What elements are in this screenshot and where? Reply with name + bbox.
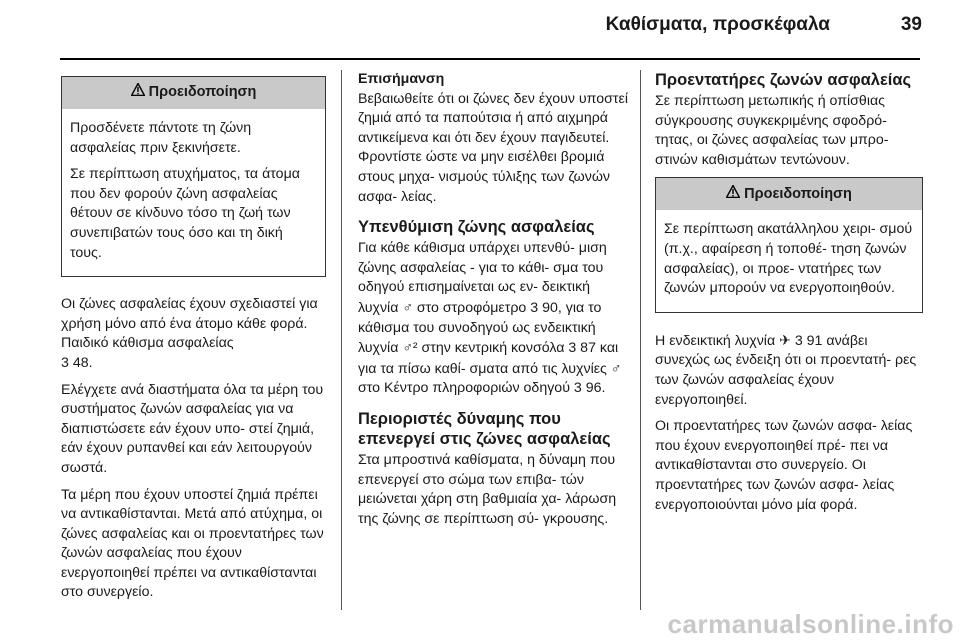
column-3 (655, 70, 923, 522)
column-2 (358, 70, 628, 536)
watermark: carmanualsonline.info (667, 609, 954, 639)
airbag-pretensioner-icon: ✈ (779, 331, 791, 348)
page-number: 39 (900, 14, 922, 35)
passenger-seatbelt-icon: ♂² (402, 339, 418, 356)
section-heading: Προεντατήρες ζωνών ασφαλείας (655, 71, 912, 89)
paragraph-text: Για κάθε κάθισμα υπάρχει υπενθύ- μιση ζώνης ασφαλείας - για το κάθι- σμα του οδηγού επισημαίνεται ως εν- δεικτική λυχνία (358, 240, 607, 316)
paragraph-text: 3 91 ανάβει συνεχώς ως ένδειξη ότι οι προεντατή- ρες των ζωνών ασφαλείας έχουν ενεργοποιηθεί. (655, 332, 917, 408)
page-title: Καθίσματα, προσκέφαλα (605, 14, 830, 35)
warning-text: Σε περίπτωση ακατάλληλου χειρι- σμού (π.χ., αφαίρεση ή τοποθέ- τηση ζωνών ασφαλείας), οι προε- ντατήρες των ζωνών μπορούν να ενεργοποιηθούν. (664, 221, 913, 297)
paragraph-text: στο στροφόμετρο (416, 299, 527, 316)
warning-header (62, 77, 325, 109)
rear-seatbelt-icon: ♂ (610, 359, 622, 376)
warning-box (61, 76, 326, 277)
paragraph-text: 3 90, για το κάθισμα του συνοδηγού ως ενδεικτική λυχνία (358, 299, 602, 357)
paragraph: Ελέγχετε ανά διαστήματα όλα τα μέρη του συστήματος ζωνών ασφαλείας για να διαπιστώσετε εάν έχουν υπο- στεί ζημιά, εάν έχουν ρυπανθεί και εάν λειτουργούν σωστά. (61, 381, 324, 476)
page-header (0, 0, 960, 60)
column-divider (640, 70, 641, 610)
paragraph (655, 331, 923, 410)
note-title: Επισήμανση (358, 71, 445, 87)
page-reference: 3 48. (61, 354, 93, 371)
warning-title: Προειδοποίηση (744, 185, 852, 202)
paragraph-text: Η ενδεικτική λυχνία (655, 332, 776, 349)
paragraph: Οι προεντατήρες των ζωνών ασφα- λείας που έχουν ενεργοποιηθεί πρέ- πει να αντικαθίστανται στο συνεργείο. Οι προεντατήρες των ζωνών ασφα- λείας ενεργοποιούνται μόνο μία φορά. (655, 418, 913, 513)
warning-title: Προειδοποίηση (148, 84, 257, 101)
paragraph: Σε περίπτωση μετωπικής ή οπίσθιας σύγκρουσης συγκεκριμένης σφοδρό- τητας, οι ζώνες ασφαλείας των μπρο- στινών καθισμάτων τεντώνουν. (655, 93, 889, 168)
warning-header (656, 178, 922, 210)
warning-triangle-icon (726, 185, 740, 205)
column-1 (61, 70, 326, 610)
paragraph-text: στο Κέντρο πληροφοριών οδηγού 3 96. (358, 380, 606, 397)
note-text: Βεβαιωθείτε ότι οι ζώνες δεν έχουν υποστεί ζημιά από τα παπούτσια ή από αιχμηρά αντικείμενα και ότι δεν έχουν παγιδευτεί. Φροντίστε ώστε να μην εισέλθει βρομιά στους μηχα- νισμούς τύλιξης των ζωνών ασφα- λείας. (358, 90, 628, 205)
paragraph-text: Οι ζώνες ασφαλείας έχουν σχεδιαστεί για χρήση μόνο από ένα άτομο κάθε φορά. Παιδικό κάθισμα ασφαλείας (61, 296, 318, 352)
paragraph: Στα μπροστινά καθίσματα, η δύναμη που επενεργεί στο σώμα των επιβα- τών μειώνεται χάρη στη βαθμιαία χα- λάρωση της ζώνης σε περίπτωση σύ- γκρουσης. (358, 451, 617, 527)
paragraph (358, 239, 628, 399)
warning-box (655, 177, 923, 312)
seatbelt-warning-icon: ♂ (402, 298, 413, 315)
column-divider (341, 70, 342, 610)
section-heading: Περιοριστές δύναμης που επενεργεί στις ζώνες ασφαλείας (358, 409, 611, 448)
paragraph: Τα μέρη που έχουν υποστεί ζημιά πρέπει να αντικαθίστανται. Μετά από ατύχημα, οι ζώνες ασφαλείας και οι προεντατήρες των ζωνών ασφαλείας που έχουν ενεργοποιηθεί πρέπει να αντικαθίστανται στο συνεργείο. (61, 486, 324, 601)
warning-triangle-icon (131, 83, 145, 103)
warning-text: Προσδένετε πάντοτε τη ζώνη ασφαλείας πριν ξεκινήσετε. (70, 120, 252, 156)
paragraph-text: στην κεντρική κονσόλα 3 87 και για τα πίσω καθί- σματα από τις λυχνίες (358, 340, 619, 377)
section-heading: Υπενθύμιση ζώνης ασφαλείας (358, 218, 595, 237)
warning-text: Σε περίπτωση ατυχήματος, τα άτομα που δεν φορούν ζώνη ασφαλείας θέτουν σε κίνδυνο τόσο τη ζωή των συνεπιβατών τους όσο και τη δική τους. (70, 166, 300, 261)
header-rule (60, 58, 920, 60)
paragraph (61, 295, 326, 373)
